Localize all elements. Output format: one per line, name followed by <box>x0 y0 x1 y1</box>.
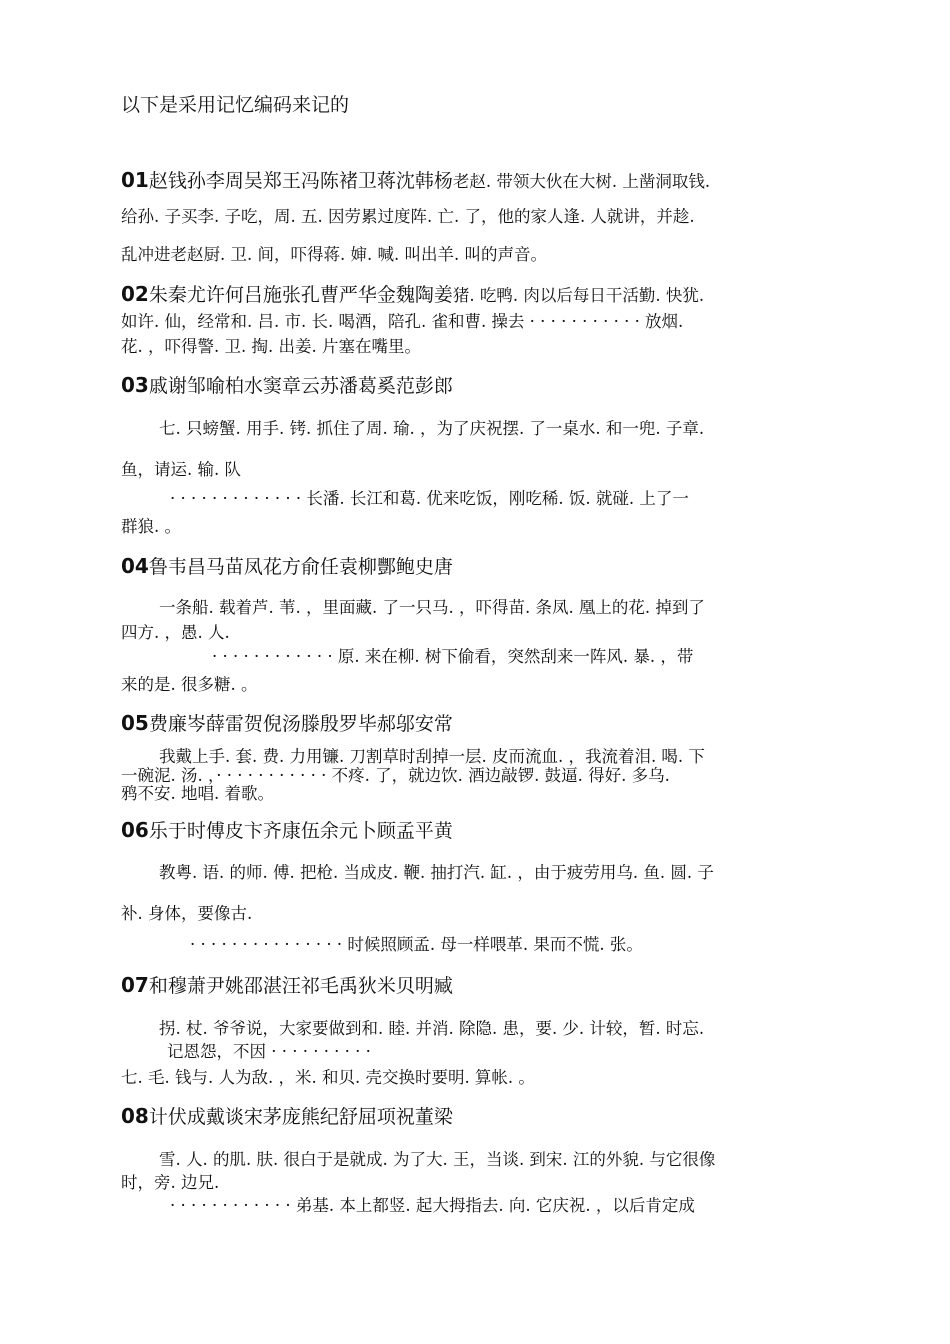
surname-list: 乐于时傅皮卞齐康伍余元卜顾孟平黄 <box>148 820 453 842</box>
section-heading <box>121 375 453 396</box>
story-line: 花. ，吓得警. 卫. 掏. 出姜. 片塞在嘴里。 <box>121 337 421 356</box>
story-line: 给孙. 子买李. 子吃，周. 五. 因劳累过度阵. 亡. 了，他的家人逢. 人就讲，并趁. <box>121 207 695 226</box>
section-number: 02 <box>121 282 149 306</box>
section-heading <box>121 284 704 305</box>
section-heading <box>121 1106 453 1127</box>
section-heading <box>121 556 453 577</box>
section-heading <box>121 713 453 734</box>
section-heading <box>121 820 453 841</box>
story-line: 我戴上手. 套. 费. 力用镰. 刀割草时刮掉一层. 皮而流血. ，我流着泪. 喝. 下 <box>159 747 705 766</box>
story-line: · · · · · · · · · · · · · · · 时候照顾孟. 母一样喂革. 果而不慌. 张。 <box>190 935 643 954</box>
story-line: · · · · · · · · · · · · · 长潘. 长江和葛. 优来吃饭，刚吃稀. 饭. 就碰. 上了一 <box>170 489 689 508</box>
surname-list: 戚谢邹喻柏水窦章云苏潘葛奚范彭郎 <box>148 375 453 397</box>
section-number: 03 <box>121 373 149 397</box>
section-heading <box>121 170 710 191</box>
section-number: 06 <box>121 818 149 842</box>
story-line: 来的是. 很多糖. 。 <box>121 675 258 694</box>
section-heading <box>121 975 453 996</box>
story-line: 如许. 仙，经常和. 吕. 市. 长. 喝酒，陪孔. 雀和曹. 操去 · · · · · · · · · · · 放烟. <box>121 312 684 331</box>
story-line: 鱼，请运. 输. 队 <box>121 460 241 479</box>
story-line: 时，旁. 边兄. <box>121 1173 220 1192</box>
surname-list: 鲁韦昌马苗凤花方俞任袁柳酆鲍史唐 <box>148 556 453 578</box>
story-line: 七. 只螃蟹. 用手. 铐. 抓住了周. 瑜. ，为了庆祝摆. 了一桌水. 和一兜. 子章. <box>159 419 705 438</box>
story-line: 记恩怨，不因 · · · · · · · · · · <box>167 1042 371 1061</box>
surname-list: 赵钱孙李周吴郑王冯陈褚卫蒋沈韩杨 <box>148 170 453 192</box>
story-line: 雪. 人. 的肌. 肤. 很白于是就成. 为了大. 王，当谈. 到宋. 江的外貌. 与它很像 <box>159 1150 716 1169</box>
section-number: 08 <box>121 1104 149 1128</box>
section-number: 04 <box>121 554 149 578</box>
story-line: · · · · · · · · · · · · 弟基. 本上都竖. 起大拇指去. 向. 它庆祝. ，以后肯定成 <box>170 1196 695 1215</box>
story-line: · · · · · · · · · · · · 原. 来在柳. 树下偷看，突然刮来一阵风. 暴. ，带 <box>212 647 694 666</box>
section-number: 01 <box>121 168 149 192</box>
story-line: 一条船. 载着芦. 苇. ，里面藏. 了一只马. ，吓得苗. 条凤. 凰上的花. 掉到了 <box>159 598 705 617</box>
story-text: 猪. 吃鸭. 肉以后每日干活勤. 快犹. <box>452 286 705 305</box>
story-line: 四方. ，愚. 人. <box>121 623 230 642</box>
story-line: 乱冲进老赵厨. 卫. 间，吓得蒋. 婶. 喊. 叫出羊. 叫的声音。 <box>121 245 547 264</box>
surname-list: 费廉岑薛雷贺倪汤滕殷罗毕郝邬安常 <box>148 713 453 735</box>
intro-text: 以下是采用记忆编码来记的 <box>121 94 350 116</box>
section-number: 07 <box>121 973 149 997</box>
story-line: 补. 身体，要像古. <box>121 904 253 923</box>
surname-list: 和穆萧尹姚邵湛汪祁毛禹狄米贝明臧 <box>148 975 453 997</box>
section-number: 05 <box>121 711 149 735</box>
story-line: 群狼. 。 <box>121 517 181 536</box>
story-line: 拐. 杖. 爷爷说，大家要做到和. 睦. 并消. 除隐. 患，要. 少. 计较，暂. 时忘. <box>159 1019 705 1038</box>
story-line: 鸦不安. 地唱. 着歌。 <box>121 784 274 803</box>
surname-list: 朱秦尤许何吕施张孔曹严华金魏陶姜 <box>148 284 453 306</box>
story-line: 一碗泥. 汤. ，· · · · · · · · · · · 不疼. 了，就边饮. 酒边敲锣. 鼓逼. 得好. 多乌. <box>121 766 670 785</box>
story-text: 老赵. 带领大伙在大树. 上凿洞取钱. <box>452 172 711 191</box>
story-line: 七. 毛. 钱与. 人为敌. ，米. 和贝. 壳交换时要明. 算帐. 。 <box>121 1068 535 1087</box>
story-line: 教粤. 语. 的师. 傅. 把枪. 当成皮. 鞭. 抽打汽. 缸. ，由于疲劳用乌. 鱼. 圆. 子 <box>159 863 714 882</box>
surname-list: 计伏成戴谈宋茅庞熊纪舒屈项祝董梁 <box>148 1106 453 1128</box>
